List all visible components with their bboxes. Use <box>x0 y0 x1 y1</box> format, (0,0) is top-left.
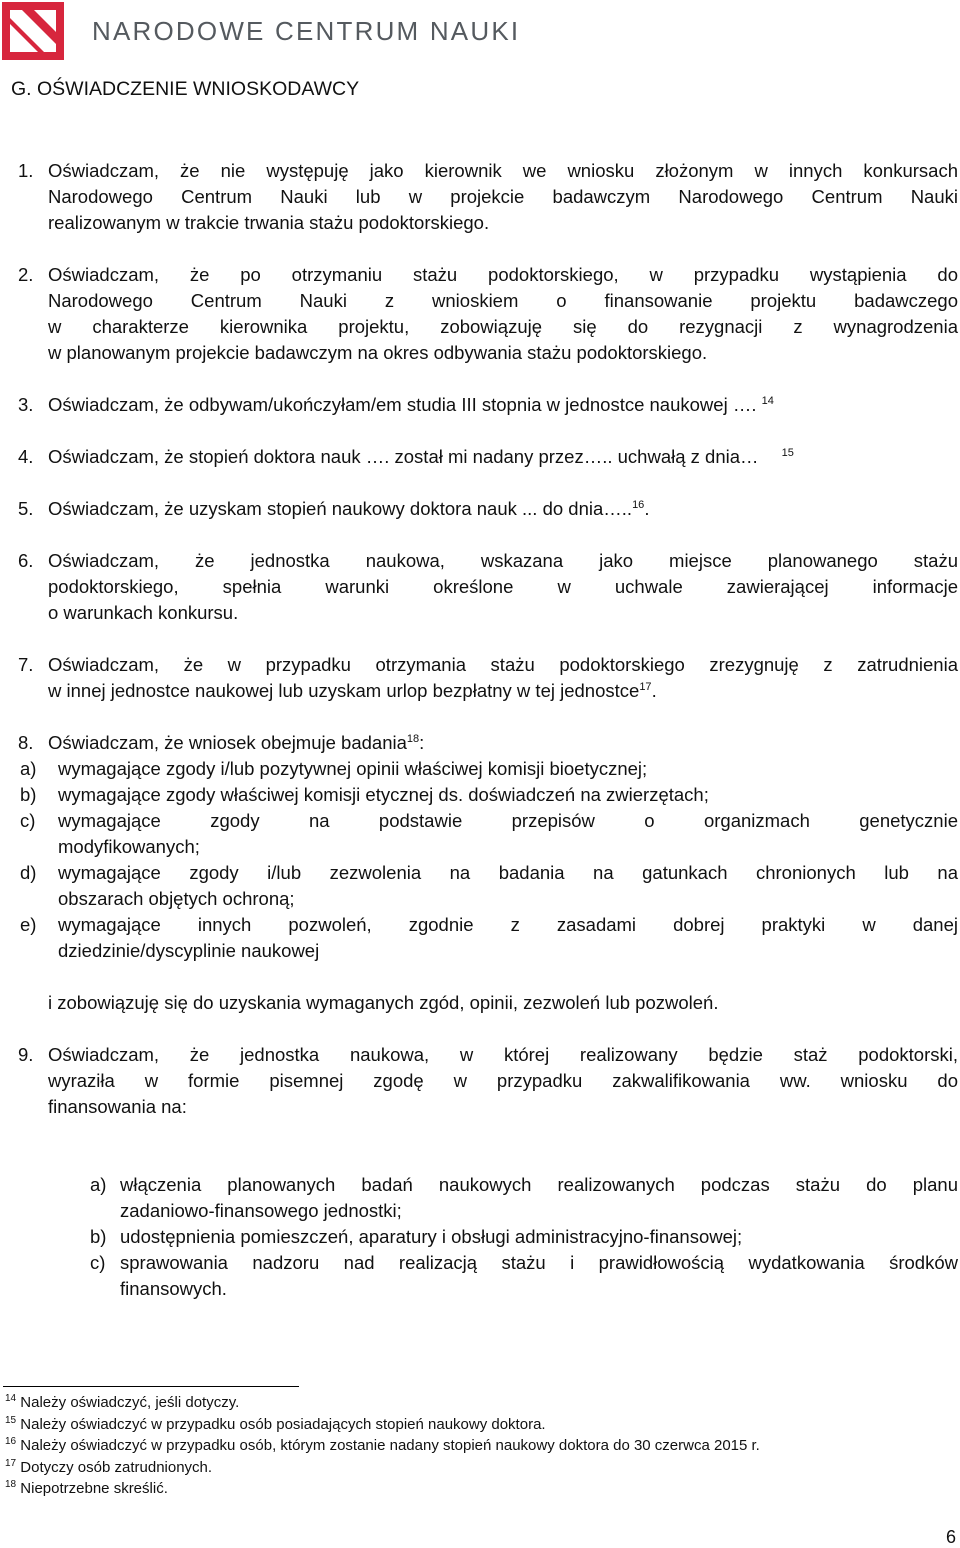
item-text: Oświadczam, że odbywam/ukończyłam/em studia III stopnia w jednostce naukowej …. <box>48 394 757 415</box>
footnote-17 <box>5 1457 955 1479</box>
footnote-number: 16 <box>5 1436 17 1447</box>
declaration-item-3 <box>18 392 958 418</box>
footnote-14 <box>5 1392 955 1414</box>
sub-item-d <box>0 860 958 912</box>
sub-item-line: udostępnienia pomieszczeń, aparatury i obsługi administracyjno-finansowej; <box>120 1226 743 1247</box>
item-line: o warunkach konkursu. <box>48 602 239 623</box>
sub-item-label: e) <box>20 914 37 935</box>
item-text: Oświadczam, że stopień doktora nauk …. został mi nadany przez….. uchwałą z dnia… <box>48 446 759 467</box>
item-8-closing: i zobowiązuję się do uzyskania wymaganych zgód, opinii, zezwoleń lub pozwoleń. <box>48 992 719 1013</box>
sub-item-line: wymagające zgody i/lub pozytywnej opinii właściwej komisji bioetycznej; <box>58 758 648 779</box>
sub-item-label: a) <box>90 1174 107 1195</box>
footnote-15 <box>5 1414 955 1436</box>
footnote-number: 15 <box>5 1414 17 1426</box>
sub-item-c <box>0 808 958 860</box>
sub-item-label: c) <box>20 810 36 831</box>
declaration-item-5 <box>18 496 958 522</box>
sub-item-line: modyfikowanych; <box>58 836 200 857</box>
sub-item-line: obszarach objętych ochroną; <box>58 888 295 909</box>
footnote-text: Niepotrzebne skreślić. <box>20 1480 168 1497</box>
item-line: Oświadczam, że jednostka naukowa, wskazana jako miejsce planowanego stażu <box>48 550 958 571</box>
footnote-number: 17 <box>5 1457 17 1469</box>
item-number: 9. <box>18 1044 34 1065</box>
footnote-18 <box>5 1478 955 1500</box>
item-line: w charakterze kierownika projektu, zobowiązuję się do rezygnacji z wynagrodzenia <box>48 316 958 337</box>
footnote-ref: 16 <box>632 498 645 511</box>
sub-item-line: sprawowania nadzoru nad realizacją stażu i prawidłowością wydatkowania środków <box>120 1252 958 1273</box>
item-line: w innej jednostce naukowej lub uzyskam urlop bezpłatny w tej jednostce <box>48 680 640 701</box>
sub-item-line: finansowych. <box>120 1278 227 1299</box>
sub-item-line: wymagające zgody na podstawie przepisów o organizmach genetycznie <box>58 810 958 831</box>
footnote-text: Należy oświadczyć w przypadku osób posiadających stopień naukowy doktora. <box>20 1415 546 1433</box>
sub-item-b <box>18 1224 958 1250</box>
sub-item-line: wymagające zgody właściwej komisji etycznej ds. doświadczeń na zwierzętach; <box>58 784 709 805</box>
sub-item-a <box>0 756 958 782</box>
footnote-text: Dotyczy osób zatrudnionych. <box>20 1458 213 1476</box>
sub-item-line: wymagające zgody i/lub zezwolenia na badania na gatunkach chronionych lub na <box>58 862 958 883</box>
item-line: w planowanym projekcie badawczym na okres odbywania stażu podoktorskiego. <box>48 342 708 363</box>
declaration-item-9 <box>18 1042 958 1120</box>
page-number: 6 <box>945 1527 956 1547</box>
org-name: NARODOWE CENTRUM NAUKI <box>92 16 521 46</box>
item-line: wyraziła w formie pisemnej zgodę w przypadku zakwalifikowania ww. wniosku do <box>48 1070 958 1091</box>
sub-item-label: d) <box>20 862 37 883</box>
declaration-item-8 <box>18 730 958 756</box>
item-line: Oświadczam, że w przypadku otrzymania stażu podoktorskiego zrezygnuję z zatrudnienia <box>48 654 958 675</box>
sub-item-a <box>18 1172 958 1224</box>
sub-item-line: zadaniowo-finansowego jednostki; <box>120 1200 402 1221</box>
item-text-end: . <box>651 680 657 701</box>
sub-item-line: dziedzinie/dyscyplinie naukowej <box>58 940 320 961</box>
footnote-number: 18 <box>5 1479 17 1490</box>
item-text-end: . <box>644 498 650 519</box>
footnote-ref: 17 <box>639 680 652 693</box>
sub-item-e <box>0 912 958 964</box>
footnote-ref: 18 <box>406 732 420 745</box>
item-line: Narodowego Centrum Nauki lub w projekcie badawczym Narodowego Centrum Nauki <box>48 186 958 207</box>
item-number: 2. <box>18 264 34 285</box>
item-text-end: : <box>419 732 425 753</box>
ncn-logo-icon <box>2 2 64 60</box>
item-text: Oświadczam, że wniosek obejmuje badania <box>48 732 407 753</box>
sub-item-label: b) <box>20 784 37 805</box>
footnote-number: 14 <box>5 1393 17 1404</box>
sub-item-label: c) <box>90 1252 106 1273</box>
section-title: G. OŚWIADCZENIE WNIOSKODAWCY <box>11 78 360 100</box>
sub-item-line: włączenia planowanych badań naukowych realizowanych podczas stażu do planu <box>120 1174 958 1195</box>
sub-item-c <box>18 1250 958 1302</box>
declaration-item-2 <box>18 262 958 366</box>
item-text: Oświadczam, że uzyskam stopień naukowy doktora nauk ... do dnia….. <box>48 498 633 519</box>
item-number: 4. <box>18 446 34 467</box>
item-number: 1. <box>18 160 34 181</box>
item-line: realizowanym w trakcie trwania stażu podoktorskiego. <box>48 212 490 233</box>
declaration-item-4 <box>18 444 958 470</box>
item-number: 6. <box>18 550 34 571</box>
item-number: 3. <box>18 394 34 415</box>
footnote-text: Należy oświadczyć w przypadku osób, którym zostanie nadany stopień naukowy doktora do 30 czerwca 2015 r. <box>20 1437 760 1454</box>
item-line: Oświadczam, że jednostka naukowa, w której realizowany będzie staż podoktorski, <box>48 1044 958 1065</box>
item-line: Narodowego Centrum Nauki z wnioskiem o finansowanie projektu badawczego <box>48 290 958 311</box>
footnote-separator <box>3 1386 299 1387</box>
declarations <box>18 158 958 1302</box>
item-number: 7. <box>18 654 34 675</box>
sub-item-label: a) <box>20 758 37 779</box>
declaration-item-6 <box>18 548 958 626</box>
sub-item-b <box>0 782 958 808</box>
sub-item-label: b) <box>90 1226 107 1247</box>
footnote-ref: 15 <box>781 446 794 459</box>
footnote-text: Należy oświadczyć, jeśli dotyczy. <box>20 1394 240 1411</box>
sub-item-line: wymagające innych pozwoleń, zgodnie z zasadami dobrej praktyki w danej <box>58 914 958 935</box>
page-header <box>2 2 702 62</box>
item-line: podoktorskiego, spełnia warunki określone w uchwale zawierającej informacje <box>48 576 958 597</box>
item-number: 8. <box>18 732 34 753</box>
footnotes <box>5 1392 955 1500</box>
declaration-item-1 <box>18 158 958 236</box>
item-line: finansowania na: <box>48 1096 187 1117</box>
item-number: 5. <box>18 498 34 519</box>
item-line: Oświadczam, że po otrzymaniu stażu podoktorskiego, w przypadku wystąpienia do <box>48 264 958 285</box>
item-line: Oświadczam, że nie występuję jako kierownik we wniosku złożonym w innych konkursach <box>48 160 958 181</box>
declaration-item-7 <box>18 652 958 704</box>
footnote-ref: 14 <box>761 394 774 407</box>
footnote-16 <box>5 1435 955 1457</box>
